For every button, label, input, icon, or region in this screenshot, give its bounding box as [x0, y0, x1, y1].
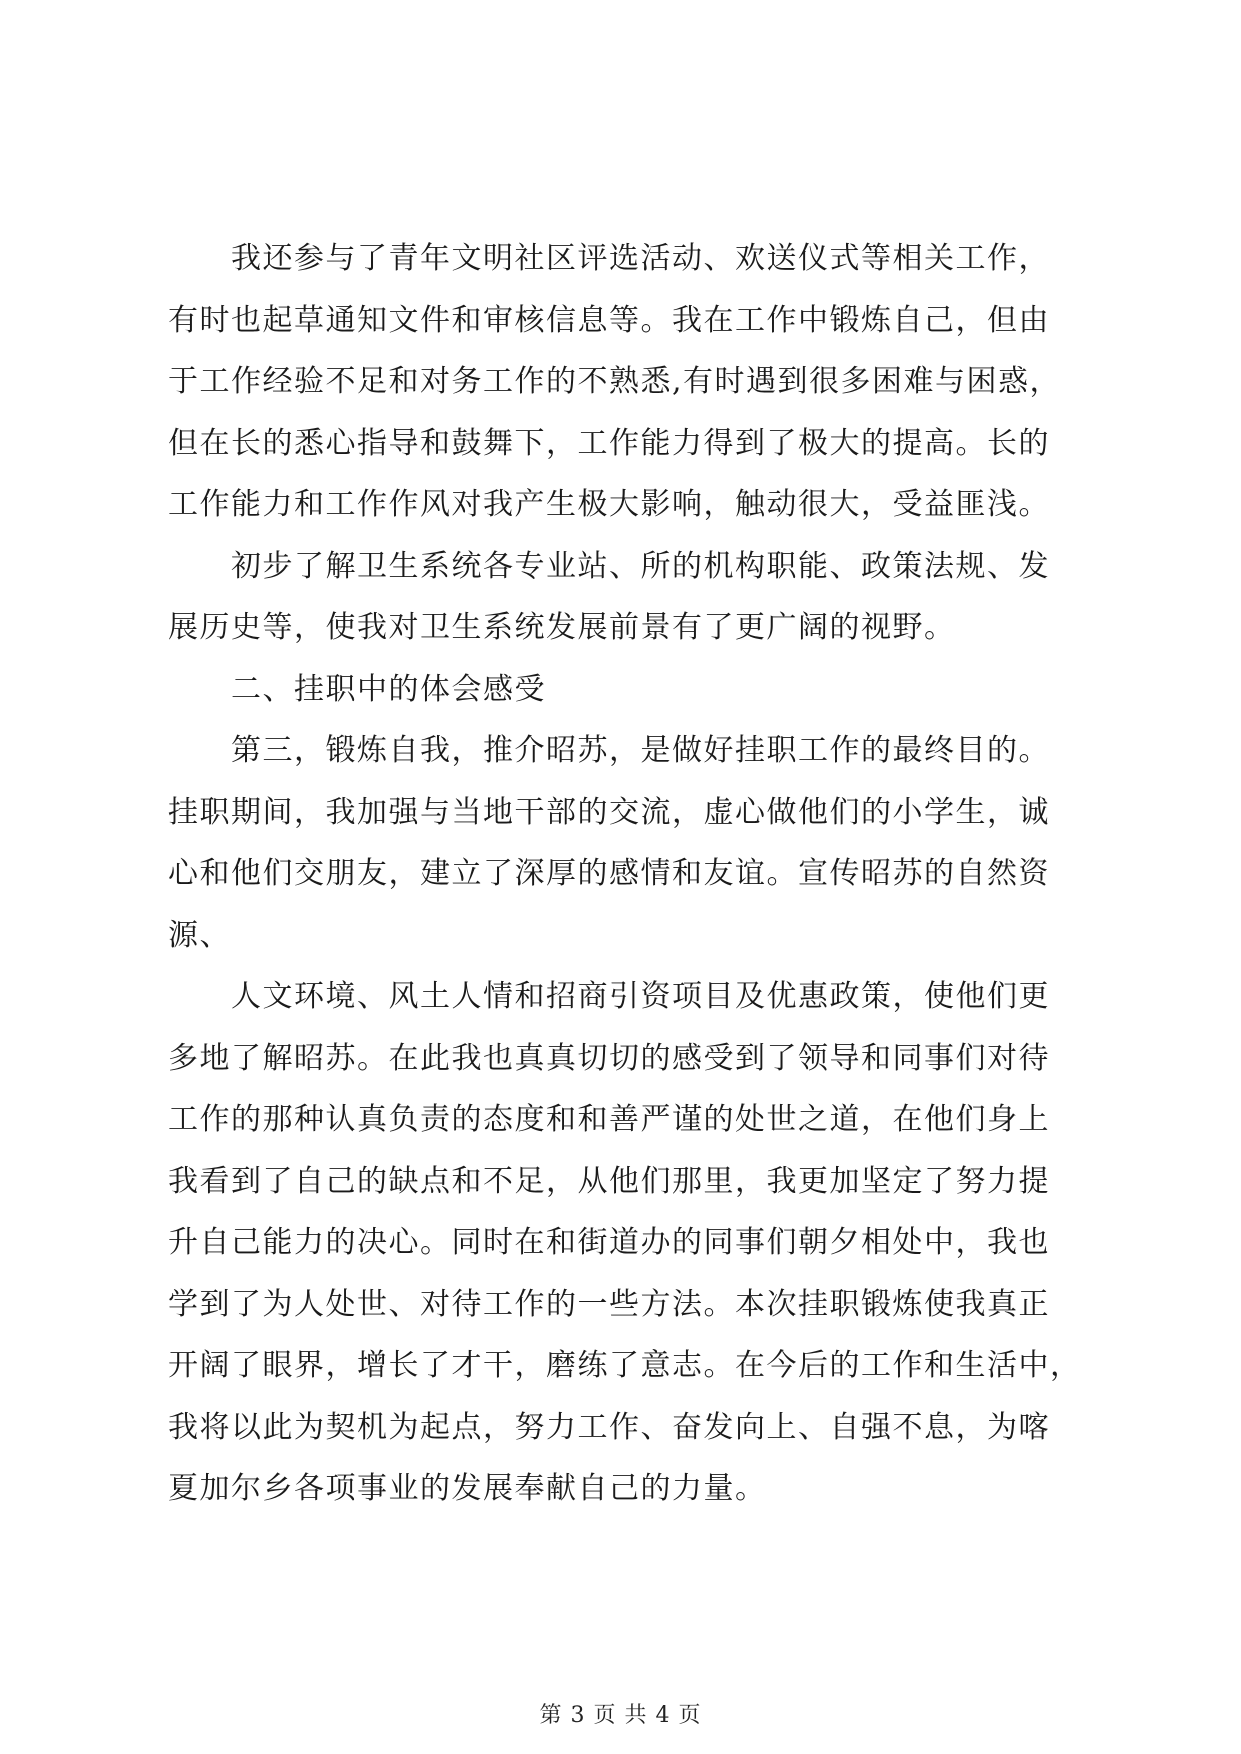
- text-line: 我看到了自己的缺点和不足，从他们那里，我更加坚定了努力提: [168, 1163, 1050, 1199]
- body-text: [168, 228, 1098, 1520]
- text-line: 展历史等，使我对卫生系统发展前景有了更广阔的视野。: [168, 610, 956, 645]
- text-line: 源、: [168, 917, 231, 953]
- text-line: 升自己能力的决心。同时在和街道办的同事们朝夕相处中，我也: [168, 1225, 1050, 1260]
- section-heading: 二、挂职中的体会感受: [168, 671, 546, 707]
- text-line: 初步了解卫生系统各专业站、所的机构职能、政策法规、发: [168, 548, 1050, 584]
- text-line: 有时也起草通知文件和审核信息等。我在工作中锻炼自己，但由: [168, 302, 1050, 338]
- text-line: 但在长的悉心指导和鼓舞下，工作能力得到了极大的提高。长的: [168, 425, 1050, 461]
- text-line: 工作的那种认真负责的态度和和善严谨的处世之道，在他们身上: [168, 1102, 1050, 1137]
- text-line: 工作能力和工作作风对我产生极大影响，触动很大，受益匪浅。: [168, 487, 1050, 522]
- text-line: 我还参与了青年文明社区评选活动、欢送仪式等相关工作，: [168, 241, 1050, 276]
- text-line: 挂职期间，我加强与当地干部的交流，虚心做他们的小学生，诚: [168, 794, 1050, 830]
- text-line: 多地了解昭苏。在此我也真真切切的感受到了领导和同事们对待: [168, 1040, 1050, 1076]
- text-line: 于工作经验不足和对务工作的不熟悉,有时遇到很多困难与困惑，: [168, 364, 1062, 399]
- text-line: 第三，锻炼自我，推介昭苏，是做好挂职工作的最终目的。: [168, 733, 1050, 768]
- text-line: 心和他们交朋友，建立了深厚的感情和友谊。宣传昭苏的自然资: [168, 856, 1050, 891]
- text-line: 人文环境、风土人情和招商引资项目及优惠政策，使他们更: [168, 979, 1050, 1014]
- text-line: 我将以此为契机为起点，努力工作、奋发向上、自强不息，为喀: [168, 1409, 1050, 1445]
- text-line: 开阔了眼界，增长了才干，磨练了意志。在今后的工作和生活中，: [168, 1348, 1082, 1383]
- page-number-footer: 第 3 页 共 4 页: [539, 1703, 702, 1728]
- text-line: 学到了为人处世、对待工作的一些方法。本次挂职锻炼使我真正: [168, 1286, 1050, 1322]
- text-line: 夏加尔乡各项事业的发展奉献自己的力量。: [168, 1471, 767, 1506]
